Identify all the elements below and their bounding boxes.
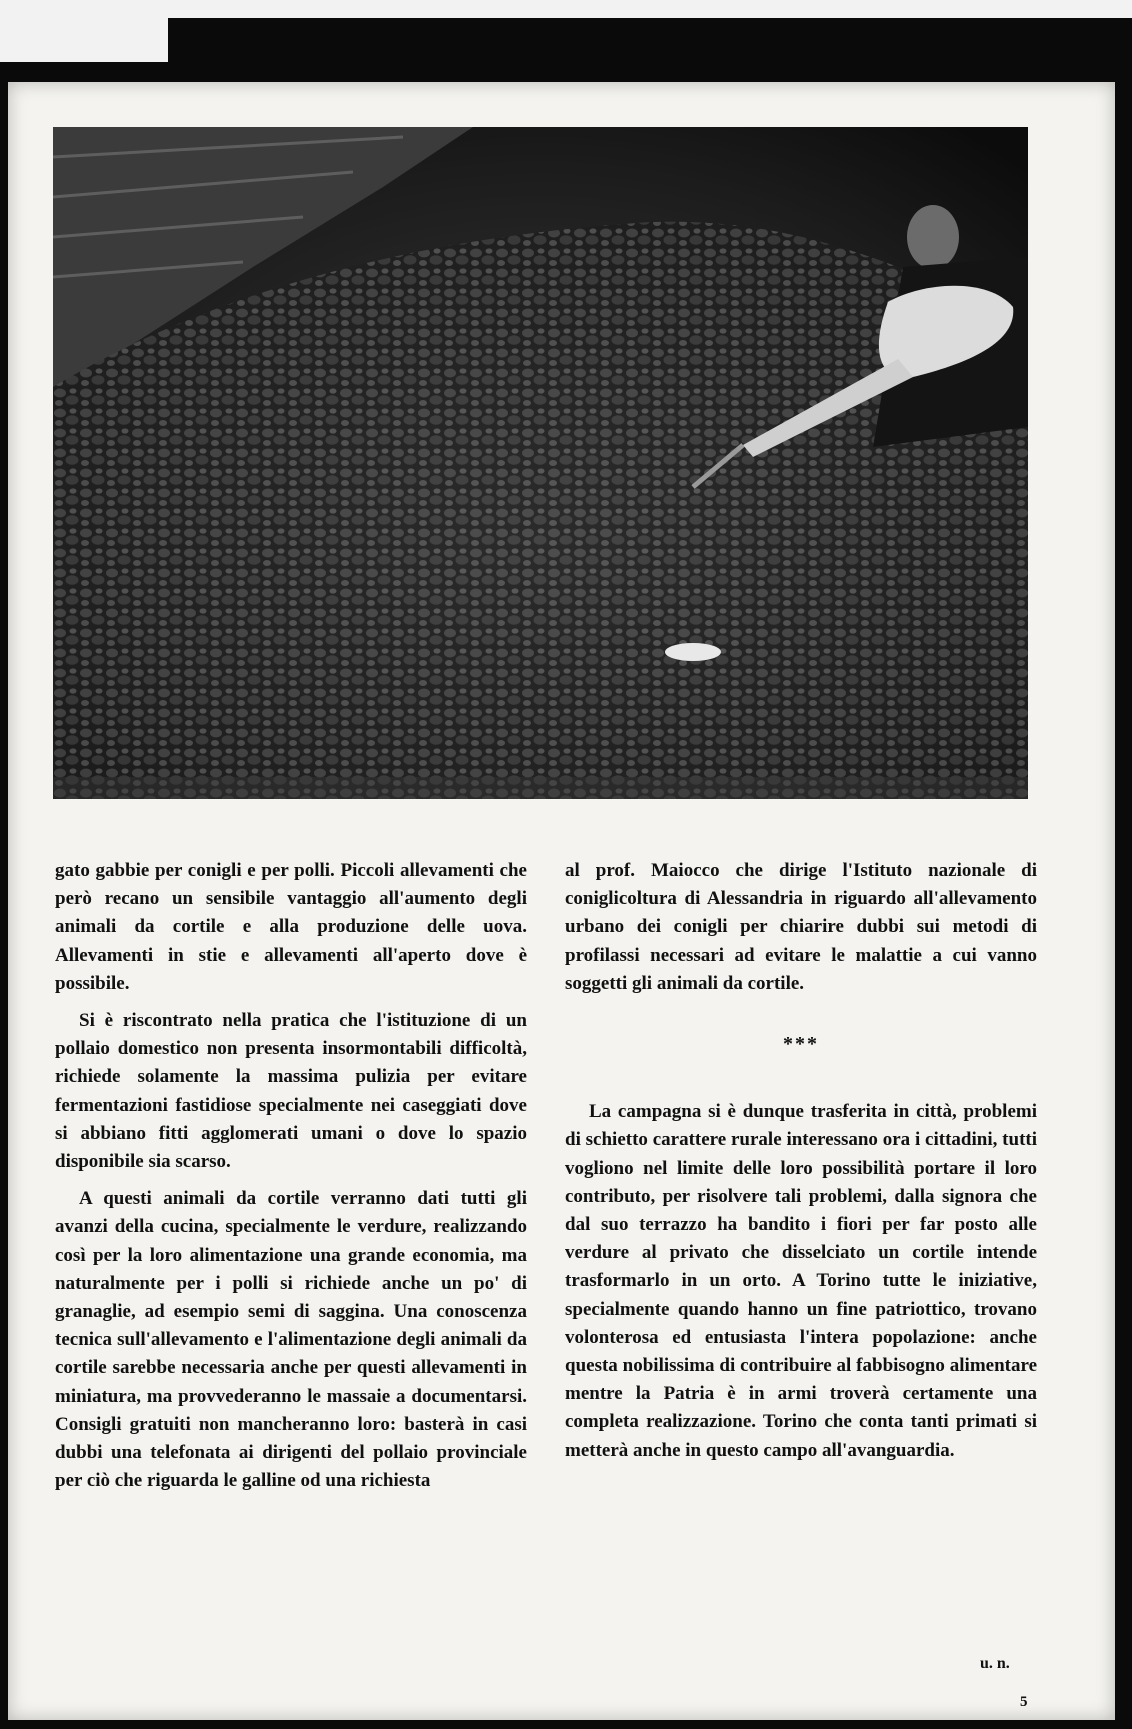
- photo-image: [53, 127, 1028, 799]
- scan-top-edge: [0, 0, 1132, 18]
- paragraph: Si è riscontrato nella pratica che l'istituzione di un pollaio domestico non presenta insormontabili difficoltà, richiede solamente la massima pulizia per evitare fermentazioni fastidiose specialmente nei caseggiati dove si abbiano fitti agglomerati umani o dove lo spazio disponibile sia scarso.: [55, 1010, 527, 1173]
- scan-corner-tab: [0, 18, 168, 62]
- article-column-left: [55, 857, 527, 1504]
- photo-potatoes-heap: [53, 127, 1028, 799]
- magazine-page: [8, 82, 1115, 1720]
- paragraph: gato gabbie per conigli e per polli. Piccoli allevamenti che però recano un sensibile vantaggio all'aumento degli animali da cortile e alla produzione delle uova. Allevamenti in stie e allevamenti all'aperto dove è possibile.: [55, 860, 527, 994]
- section-separator: ***: [783, 1033, 819, 1056]
- paragraph: A questi animali da cortile verranno dati tutti gli avanzi della cucina, specialmente le verdure, realizzando così per la loro alimentazione una grande economia, ma naturalmente per i polli si richiede anche un po' di granaglie, ad esempio semi di saggina. Una conoscenza tecnica sull'allevamento e l'alimentazione degli animali da cortile sarebbe necessaria anche per questi allevamenti in miniatura, ma provvederanno le massaie a documentarsi. Consigli gratuiti non mancheranno loro: basterà in casi dubbi una telefonata ai dirigenti del pollaio provinciale per ciò che riguarda le galline od una richiesta: [55, 1188, 527, 1492]
- article-column-right: [565, 857, 1037, 1474]
- paragraph: al prof. Maiocco che dirige l'Istituto nazionale di coniglicoltura di Alessandria in riguardo all'allevamento urbano dei conigli per chiarire dubbi sui metodi di profilassi necessari ad evitare le malattie a cui vanno soggetti gli animali da cortile.: [565, 860, 1037, 994]
- page-number: 5: [1020, 1694, 1028, 1710]
- author-signature: u. n.: [980, 1655, 1010, 1672]
- paragraph: La campagna si è dunque trasferita in città, problemi di schietto carattere rurale interessano ora i cittadini, tutti vogliono nel limite delle loro possibilità portare il loro contributo, per risolvere tali problemi, dalla signora che dal suo terrazzo ha bandito i fiori per far posto alle verdure al privato che disselciato un cortile intende trasformarlo in un orto. A Torino tutte le iniziative, specialmente quando hanno un fine patriottico, trovano volonterosa ed entusiasta l'intera popolazione: anche questa nobilissima di contribuire al fabbisogno alimentare mentre la Patria è in armi troverà certamente una completa realizzazione. Torino che conta tanti primati si metterà anche in questo campo all'avanguardia.: [565, 1101, 1037, 1461]
